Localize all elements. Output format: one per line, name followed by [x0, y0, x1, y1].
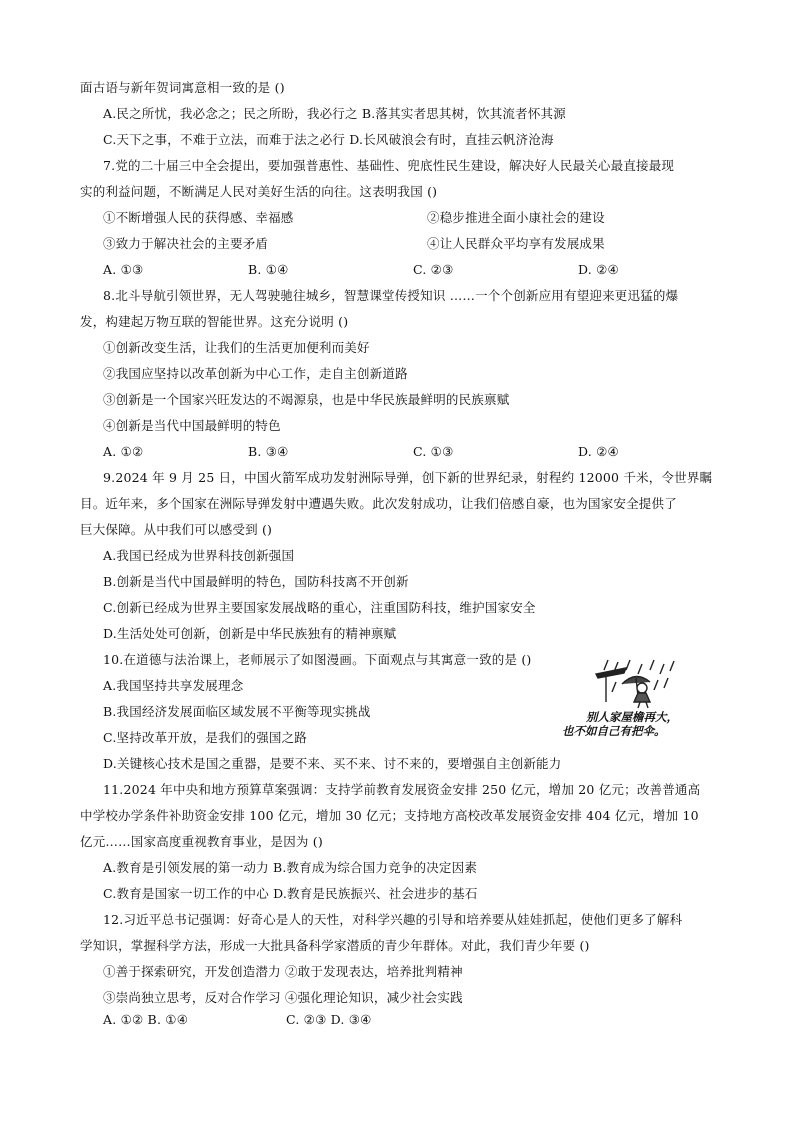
cartoon-caption-1: 别人家屋檐再大， — [586, 710, 678, 724]
text-line: D.生活处处可创新，创新是中华民族独有的精神禀赋 — [103, 626, 397, 641]
text-line: ①善于探索研究，开发创造潜力 ②敢于发现表达，培养批判精神 — [103, 964, 463, 979]
answer-option: B. ①④ — [248, 262, 289, 277]
text-line: A.我国坚持共享发展理念 — [103, 678, 244, 693]
cartoon-caption-2: 也不如自己有把伞。 — [562, 724, 666, 738]
text-line: A.我国已经成为世界科技创新强国 — [103, 548, 295, 563]
answer-option: D. ②④ — [578, 262, 619, 277]
answer-option: A. ①② B. ①④ — [103, 1012, 189, 1027]
text-line: 目。近年来，多个国家在洲际导弹发射中遭遇失败。此次发射成功，让我们倍感自豪，也为国家安全提供了 — [80, 496, 677, 511]
answer-option: C. ②③ D. ③④ — [286, 1012, 372, 1027]
text-line: 9.2024 年 9 月 25 日，中国火箭军成功发射洲际导弹，创下新的世界纪录，射程约 12000 千米，令世界瞩 — [103, 470, 713, 485]
text-line: 11.2024 年中央和地方预算草案强调：支持学前教育发展资金安排 250 亿元，增加 20 亿元；改善普通高 — [103, 782, 701, 797]
text-line: A.教育是引领发展的第一动力 B.教育成为综合国力竞争的决定因素 — [103, 860, 478, 875]
text-line: 亿元……国家高度重视教育事业，是因为 () — [80, 834, 323, 849]
text-line: ②我国应坚持以改革创新为中心工作，走自主创新道路 — [103, 366, 408, 381]
text-line: 8.北斗导航引领世界，无人驾驶驰往城乡，智慧课堂传授知识 ……一个个创新应用有望迎来更迅猛的爆 — [103, 288, 679, 303]
text-line: C.创新已经成为世界主要国家发展战略的重心，注重国防科技，维护国家安全 — [103, 600, 536, 615]
text-line: 巨大保障。从中我们可以感受到 () — [80, 522, 273, 537]
text-line: 7.党的二十届三中全会提出，要加强普惠性、基础性、兜底性民生建设，解决好人民最关心最直接最现 — [103, 158, 675, 173]
answer-option: C. ①③ — [413, 444, 454, 459]
answer-option: A. ①② — [103, 444, 144, 459]
answer-option: A. ①③ — [103, 262, 144, 277]
answer-option: B. ③④ — [248, 444, 289, 459]
text-line: B.我国经济发展面临区域发展不平衡等现实挑战 — [103, 704, 371, 719]
text-line: ①不断增强人民的获得感、幸福感 — [103, 210, 294, 225]
answer-option: C. ②③ — [413, 262, 454, 277]
text-line: ③崇尚独立思考，反对合作学习 ④强化理论知识，减少社会实践 — [103, 990, 463, 1005]
text-line: D.关键核心技术是国之重器，是要不来、买不来、讨不来的，要增强自主创新能力 — [103, 756, 562, 771]
text-line: C.教育是国家一切工作的中心 D.教育是民族振兴、社会进步的基石 — [103, 886, 478, 901]
text-line: ①创新改变生活，让我们的生活更加便利而美好 — [103, 340, 370, 355]
umbrella-cartoon-drawing — [556, 658, 726, 710]
text-line: C.天下之事，不难于立法，而难于法之必行 D.长风破浪会有时，直挂云帆济沧海 — [103, 132, 554, 147]
text-line: ③致力于解决社会的主要矛盾 — [103, 236, 269, 251]
text-line: ②稳步推进全面小康社会的建设 — [427, 210, 605, 225]
text-line: 中学校办学条件补助资金安排 100 亿元，增加 30 亿元；支持地方高校改革发展资金安排 404 亿元，增加 10 — [80, 808, 699, 823]
text-line: 面古语与新年贺词寓意相一致的是 () — [80, 80, 285, 95]
text-line: ④让人民群众平均享有发展成果 — [427, 236, 605, 251]
text-line: 12.习近平总书记强调：好奇心是人的天性，对科学兴趣的引导和培养要从娃娃抓起，使他们更多了解科 — [103, 912, 683, 927]
text-line: 实的利益问题，不断满足人民对美好生活的向往。这表明我国 () — [80, 184, 438, 199]
text-line: ③创新是一个国家兴旺发达的不竭源泉，也是中华民族最鲜明的民族禀赋 — [103, 392, 510, 407]
text-line: A.民之所忧，我必念之；民之所盼，我必行之 B.落其实者思其树，饮其流者怀其源 — [103, 106, 566, 121]
text-line: B.创新是当代中国最鲜明的特色，国防科技离不开创新 — [103, 574, 409, 589]
text-line: C.坚持改革开放，是我们的强国之路 — [103, 730, 307, 745]
text-line: ④创新是当代中国最鲜明的特色 — [103, 418, 281, 433]
text-line: 10.在道德与法治课上，老师展示了如图漫画。下面观点与其寓意一致的是 () — [103, 652, 532, 667]
text-line: 发，构建起万物互联的智能世界。这充分说明 () — [80, 314, 349, 329]
answer-option: D. ②④ — [578, 444, 619, 459]
text-line: 学知识，掌握科学方法，形成一大批具备科学家潜质的青少年群体。对此，我们青少年要 () — [80, 938, 590, 953]
cartoon-illustration — [556, 658, 726, 738]
